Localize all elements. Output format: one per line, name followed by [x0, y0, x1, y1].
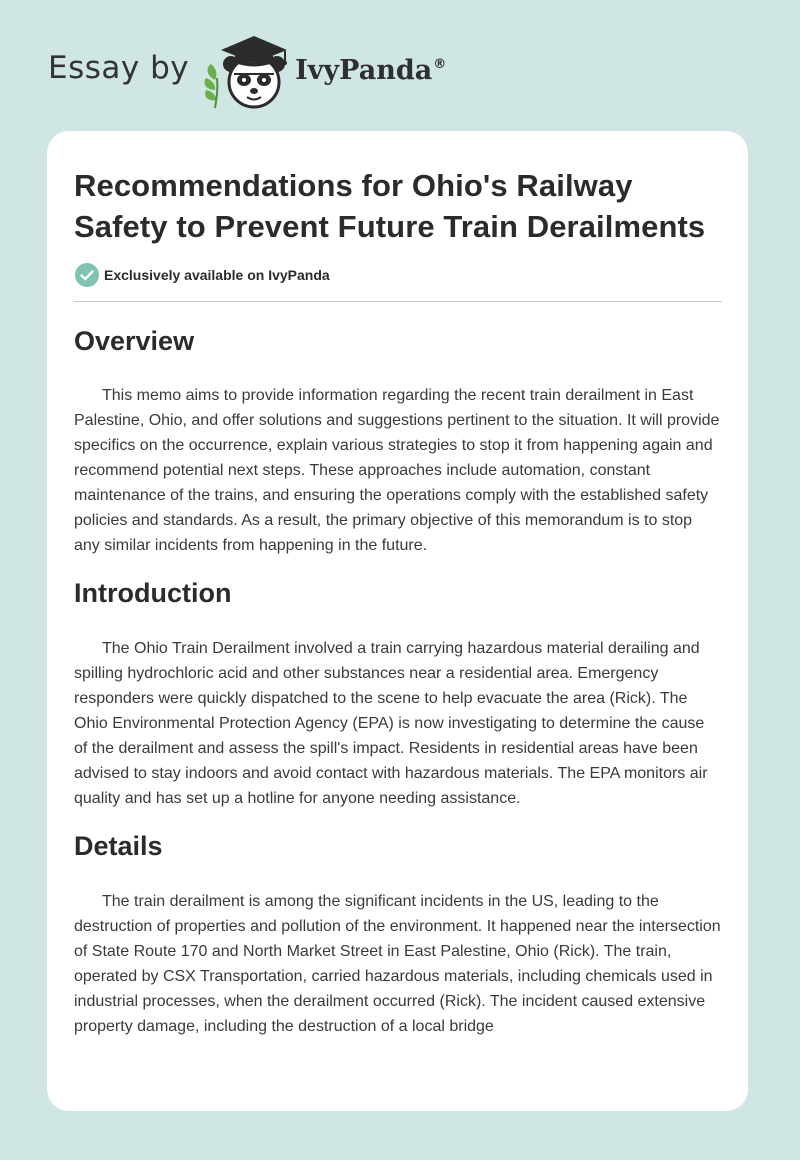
page-title: Recommendations for Ohio's Railway Safety to Prevent Future Train Derailments: [74, 168, 706, 244]
section-paragraph: The Ohio Train Derailment involved a train carrying hazardous material derailing and spilling hydrochloric acid and other substances near a residential area. Emergency responders were quickly dispatched to the scene to help evacuate the area (Rick). The Ohio Environmental Protection Agency (EPA) is now investigating to determine the cause of the derailment and assess the spill's impact. Residents in residential areas have been advised to stay indoors and avoid contact with hazardous materials. The EPA monitors air quality and has set up a hotline for anyone needing assistance.: [74, 640, 708, 807]
essay-by-label: Essay by: [48, 50, 190, 86]
section-paragraph: The train derailment is among the significant incidents in the US, leading to the destruction of properties and pollution of the environment. It happened near the intersection of State Route 170 and North Market Street in East Palestine, Ohio (Rick). The train, operated by CSX Transportation, carried hazardous materials, including chemicals used in industrial processes, when the derailment occurred (Rick). The incident caused extensive property damage, including the destruction of a local bridge: [74, 893, 721, 1035]
exclusive-badge: [74, 262, 722, 288]
site-header: [48, 30, 446, 112]
badge-label: Exclusively available on IvyPanda: [104, 267, 330, 283]
section-heading: Introduction: [74, 578, 232, 608]
section-paragraph: This memo aims to provide information regarding the recent train derailment in East Palestine, Ohio, and offer solutions and suggestions pertinent to the situation. It will provide specifics on the occurrence, explain various strategies to stop it from happening again and recommend potential next steps. These approaches include automation, constant maintenance of the trains, and ensuring the operations comply with the established safety policies and standards. As a result, the primary objective of this memorandum is to stop any similar incidents from happening in the future.: [74, 387, 720, 554]
section-overview: [74, 324, 722, 558]
section-introduction: [74, 576, 722, 811]
section-details: [74, 829, 722, 1039]
brand-name[interactable]: IvyPanda®: [295, 54, 447, 86]
essay-card: [47, 131, 748, 1111]
leaf-icon: [205, 64, 218, 108]
panda-graduate-icon[interactable]: [201, 30, 293, 112]
registered-mark: ®: [433, 56, 447, 72]
divider: [74, 301, 722, 302]
section-heading: Details: [74, 831, 163, 861]
section-heading: Overview: [74, 326, 195, 356]
check-circle-icon: [74, 262, 100, 288]
